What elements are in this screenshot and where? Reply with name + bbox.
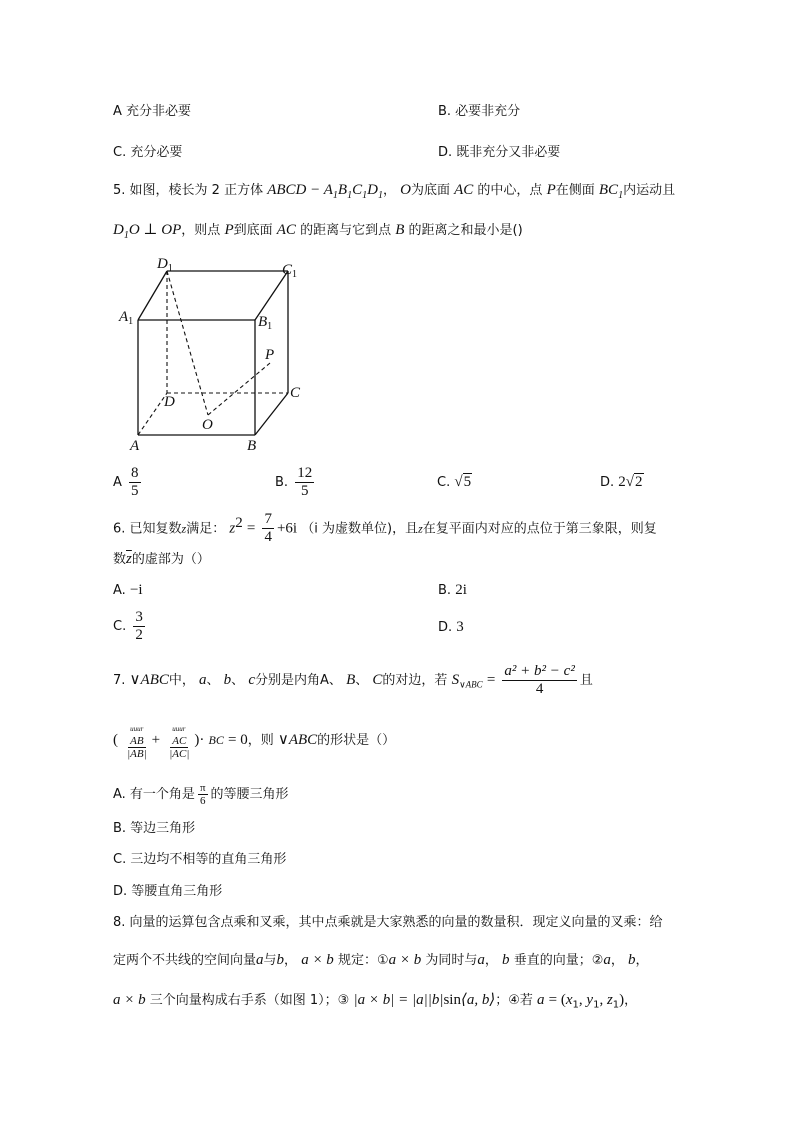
q7-option-b: B. 等边三角形	[113, 821, 196, 836]
cube-figure	[110, 258, 320, 458]
label-b: B	[247, 438, 257, 454]
label-c: C	[290, 385, 301, 401]
q5-option-c: C. √5	[437, 474, 472, 490]
q6-option-d: D. 3	[438, 619, 464, 635]
q6-option-b: B. 2i	[438, 582, 467, 598]
q4-option-c: C. 充分必要	[113, 145, 183, 160]
q6-stem-line1: 6. 已知复数z满足： $z^2$ = $\frac{7}{4}$ +6i （i 为虚数单位)，且z在复平面内对应的点位于第三象限，则复	[113, 511, 657, 546]
label-a: A	[130, 438, 140, 454]
edge-b-c	[255, 393, 288, 435]
q4-option-d: D. 既非充分又非必要	[438, 145, 561, 160]
edge-a1-d1	[138, 271, 167, 320]
q4-option-a: A 充分非必要	[113, 104, 192, 119]
edge-a-d	[138, 393, 167, 435]
segment-o-p	[208, 363, 270, 415]
label-d: D	[164, 394, 175, 410]
q8-line1: 8. 向量的运算包含点乘和叉乘，其中点乘就是大家熟悉的向量的数量积．现定义向量的叉乘：给	[113, 915, 663, 930]
label-p: P	[265, 347, 275, 363]
q5-option-a: A $\frac{8}{5}$	[113, 465, 139, 499]
label-b1: $B_1$	[258, 314, 273, 332]
q5-stem-line2: $D_1O$ ⊥ OP，则点 P到底面 AC 的距离与它到点 B 的距离之和最小是()	[113, 222, 523, 241]
q7-option-d: D. 等腰直角三角形	[113, 884, 223, 899]
label-c1: $C_1$	[282, 262, 298, 280]
q7-stem-line1: 7. ∨ABC中， a、 b、 c分别是内角A、 B、 C的对边，若 $S_{\vee ABC}$ = $\frac{\text{a² + b² − c²}}{4}$ 且	[113, 663, 593, 697]
label-d1: $D_1$	[157, 258, 173, 274]
q6-option-a: A. −i	[113, 582, 143, 598]
q4-option-b: B. 必要非充分	[438, 104, 521, 119]
edge-b1-c1	[255, 271, 288, 320]
label-a1: $A_1$	[119, 309, 134, 327]
label-o: O	[202, 417, 213, 433]
q5-option-d: D. 2√2	[600, 474, 643, 490]
q8-line3: a × b 三个向量构成右手系（如图 1）；③ |a × b| = |a||b|sin⟨a, b⟩；④若 $a = (x_1$, $y_1$, $z_1$)，	[113, 992, 638, 1011]
q5-option-b: B. $\frac{12}{5}$	[275, 465, 313, 499]
q6-stem-line2: 数$\overline{z}$的虚部为（）	[113, 551, 210, 567]
q7-option-c: C. 三边均不相等的直角三角形	[113, 852, 287, 867]
q7-stem-line2: ( uuur AB |AB| + uuur AC |AC| )· BC = 0，则 ∨ABC的形状是（）	[113, 718, 395, 763]
q7-option-a: A. 有一个角是 $\frac{\pi}{6}$ 的等腰三角形	[113, 782, 289, 807]
q6-option-c: C. $\frac{3}{2}$	[113, 609, 143, 643]
q5-stem-line1: 5. 如图，棱长为 2 正方体 ABCD − $A_1B_1C_1D_1$， O为底面 AC 的中心，点 P在侧面 $BC_1$内运动且	[113, 182, 676, 201]
q8-line2: 定两个不共线的空间向量a与b， a × b 规定：①a × b 为同时与a， b 垂直的向量；②a， b，	[113, 952, 649, 968]
